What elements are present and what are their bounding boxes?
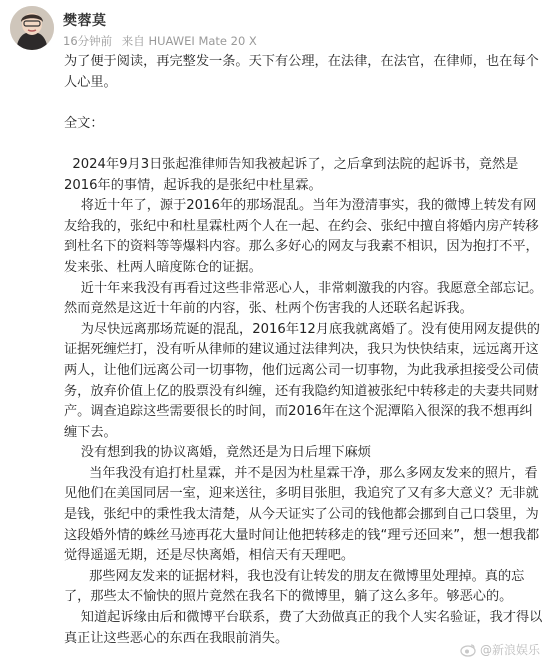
paragraph-blank <box>64 134 544 155</box>
watermark-text: @新浪娱乐 <box>479 643 540 657</box>
post-source: 来自 HUAWEI Mate 20 X <box>121 34 257 48</box>
paragraph-fulltext-label: 全文： <box>64 115 104 131</box>
paragraph-blank <box>64 93 544 114</box>
weibo-eye-icon <box>460 643 476 657</box>
post-content <box>64 52 544 649</box>
avatar[interactable] <box>10 6 54 50</box>
post-meta <box>63 33 257 49</box>
paragraph-6: 当年我没有追打杜星霖，并不是因为杜星霖干净，那么多网友发来的照片，看见他们在美国同居一室，迎来送往，多明目张胆，我追究了又有多大意义？无非就是钱，张纪中的秉性我太清楚，从今天证实了公司的钱他都会挪到自己口袋里，为这段婚外情的蛛丝马迹再花大量时间让他把转移走的钱“理亏还回来”，想一想我都觉得遥遥无期，还是尽快离婚，相信天有天理吧。 <box>64 465 540 564</box>
paragraph-intro: 为了便于阅读，再完整发一条。天下有公理，在法律，在法官，在律师，也在每个人心里。 <box>64 54 539 90</box>
paragraph-2: 将近十年了，源于2016年的那场混乱。当年为澄清事实，我的微博上转发有网友给我的，张纪中和杜星霖杜两个人在一起、在约会、张纪中擅自将婚内房产转移到杜名下的资料等等爆料内容。那么多好心的网友与我素不相识，因为抱打不平，发来张、杜两人暗度陈仓的证据。 <box>64 198 539 275</box>
paragraph-1: 2024年9月3日张起淮律师告知我被起诉了，之后拿到法院的起诉书，竟然是2016年的事情，起诉我的是张纪中杜星霖。 <box>64 156 519 193</box>
username[interactable]: 樊蓉莫 <box>63 13 107 29</box>
paragraph-7: 那些网友发来的证据材料，我也没有让转发的朋友在微博里处理掉。真的忘了，那些太不愉快的照片竟然在我名下的微博里，躺了这么多年。够恶心的。 <box>64 568 525 605</box>
post-time[interactable]: 16分钟前 <box>63 34 113 48</box>
paragraph-5: 没有想到我的协议离婚，竟然还是为日后埋下麻烦 <box>64 445 371 461</box>
paragraph-4: 为尽快远离那场荒诞的混乱，2016年12月底我就离婚了。没有使用网友提供的证据死缠烂打，没有听从律师的建议通过法律判决，我只为快快结束，远远离开这两人，让他们远离公司一切事物，他们远离公司一切事物，为此我承担接受公司债务，放弃价值上亿的股票没有纠缠，还有我隐约知道被张纪中转移走的夫妻共同财产。调查追踪这些需要很长的时间，而2016年在这个泥潭陷入很深的我不想再纠缠下去。 <box>64 321 540 440</box>
watermark <box>460 641 540 658</box>
avatar-image <box>10 6 54 50</box>
post-header <box>0 0 550 56</box>
paragraph-3: 近十年来我没有再看过这些非常恶心人，非常刺激我的内容。我愿意全部忘记。然而竟然是这近十年前的内容，张、杜两个伤害我的人还联名起诉我。 <box>64 280 543 317</box>
paragraph-8: 知道起诉缘由后和微博平台联系，费了大劲做真正的我个人实名验证，我才得以真正让这些恶心的东西在我眼前消失。 <box>64 610 543 646</box>
